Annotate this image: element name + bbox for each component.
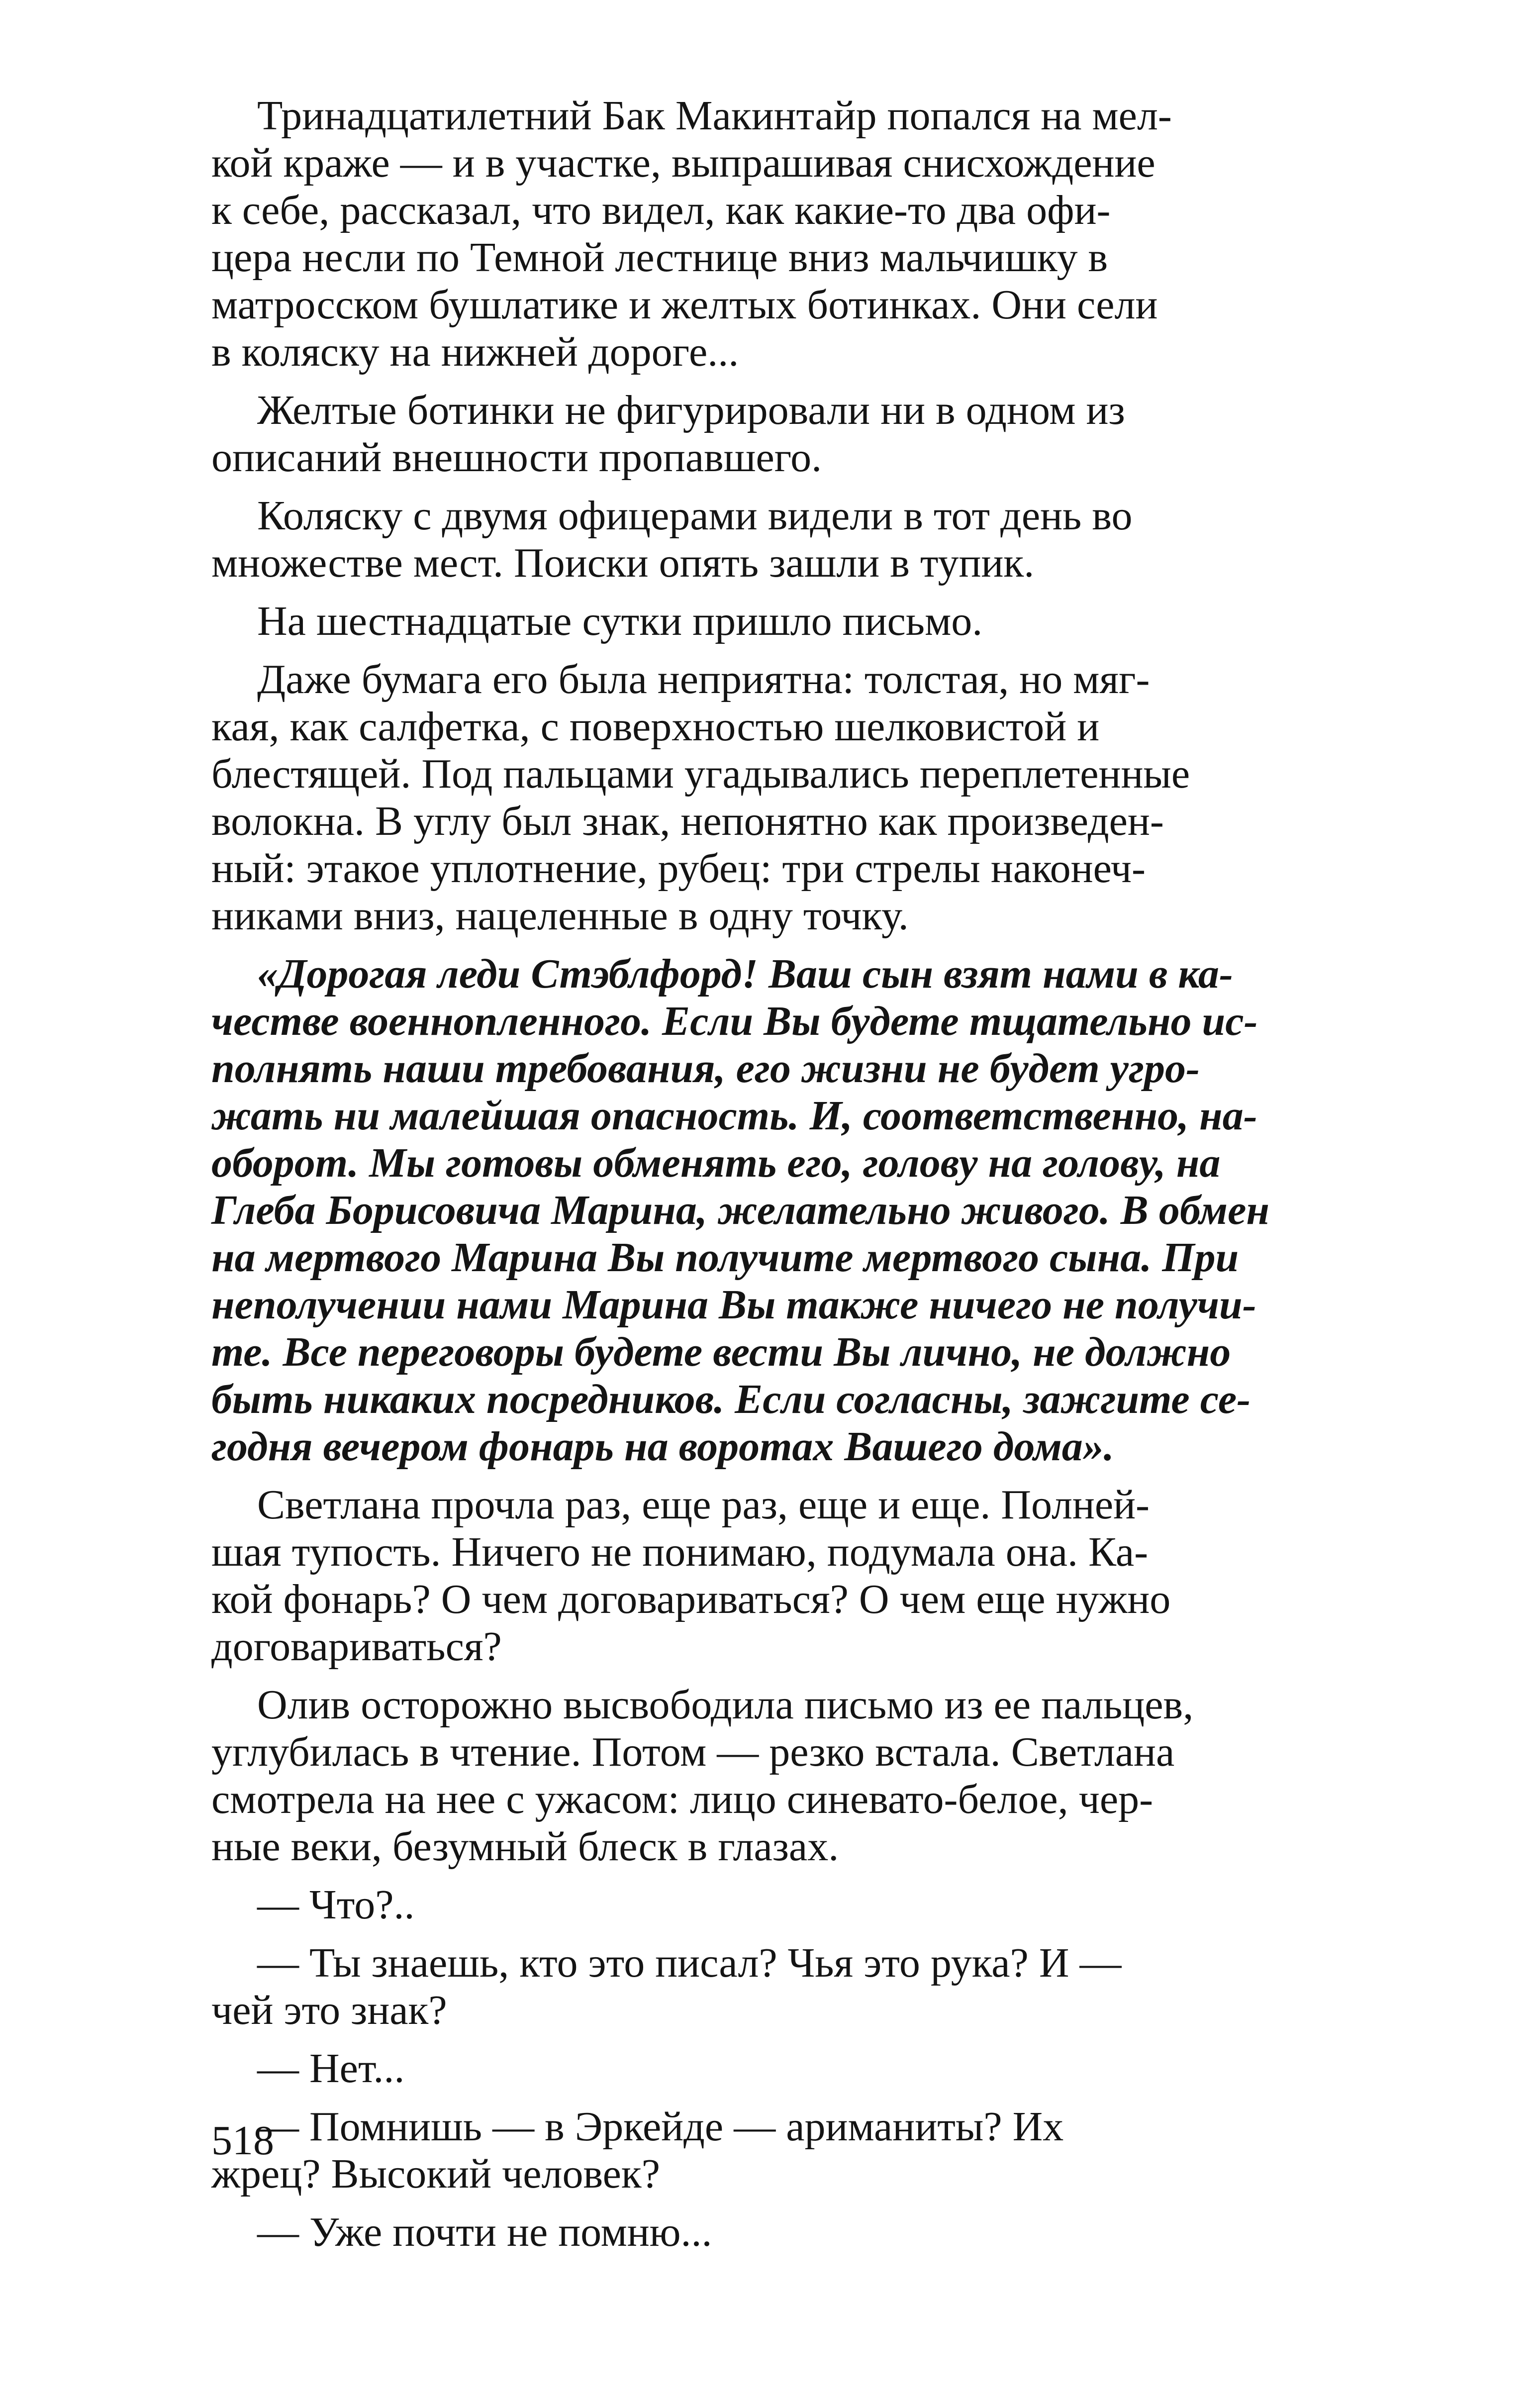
dialogue-line: — Нет... — [257, 2045, 405, 2092]
dialogue-line: — Ты знаешь, кто это писал? Чья это рука? И — чей это знак? — [211, 1940, 1122, 2033]
paragraph: Тринадцатилетний Бак Макинтайр попался на мел- кой краже — и в участке, выпрашивая снисхождение к себе, рассказал, что видел, как какие-то два офи- цера несли по Темной лестнице вниз мальчишку в матросском бушлатике и желтых ботинках. Они сели в коляску на нижней дороге... — [211, 93, 1172, 375]
dialogue-line: — Уже почти не помню... — [257, 2209, 712, 2255]
paragraph: Светлана прочла раз, еще раз, еще и еще. Полней- шая тупость. Ничего не понимаю, подумала она. Ка- кой фонарь? О чем договариваться? О чем еще нужно договариваться? — [211, 1482, 1171, 1670]
dialogue-line: — Что?.. — [257, 1882, 415, 1928]
dialogue-line: — Помнишь — в Эркейде — ариманиты? Их жрец? Высокий человек? — [211, 2104, 1064, 2197]
paragraph: Желтые ботинки не фигурировали ни в одном из описаний внешности пропавшего. — [211, 387, 1125, 481]
paragraph: Даже бумага его была неприятна: толстая, но мяг- кая, как салфетка, с поверхностью шелковистой и блестящей. Под пальцами угадывались переплетенные волокна. В углу был знак, непонятно как произведен- ный: этакое уплотнение, рубец: три стрелы наконеч- никами вниз, нацеленные в одну точку. — [211, 656, 1190, 939]
letter-text: «Дорогая леди Стэблфорд! Ваш сын взят нами в ка- честве военнопленного. Если Вы будете тщательно ис- полнять наши требования, его жизни не будет угро- жать ни малейшая опасность. И, соответственно, на- оборот. Мы готовы обменять его, голову на голову, на Глеба Борисовича Марина, желательно живого. В обмен на мертвого Марина Вы получите мертвого сына. При неполучении нами Марина Вы также ничего не получи- те. Все переговоры будете вести Вы лично, не должно быть никаких посредников. Если согласны, зажгите се- годня вечером фонарь на воротах Вашего дома». — [211, 951, 1269, 1470]
page-number: 518 — [211, 2117, 274, 2164]
paragraph: Олив осторожно высвободила письмо из ее пальцев, углубилась в чтение. Потом — резко встала. Светлана смотрела на нее с ужасом: лицо синевато-белое, чер- ные веки, безумный блеск в глазах. — [211, 1682, 1194, 1870]
body-text — [211, 92, 1343, 2267]
paragraph: На шестнадцатые сутки пришло письмо. — [257, 598, 983, 644]
paragraph: Коляску с двумя офицерами видели в тот день во множестве мест. Поиски опять зашли в тупик. — [211, 493, 1133, 586]
